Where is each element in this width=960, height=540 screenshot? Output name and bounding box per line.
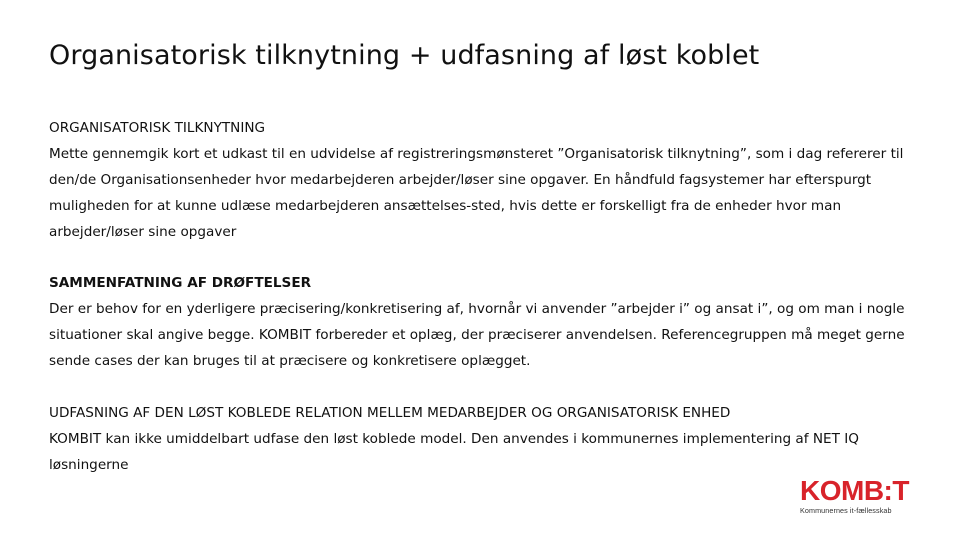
section-body: KOMBIT kan ikke umiddelbart udfase den løst koblede model. Den anvendes i kommunernes implementering af NET IQ løsningerne <box>49 431 859 473</box>
kombit-logo <box>800 476 924 520</box>
section-sammenfatning <box>49 270 911 374</box>
section-heading: ORGANISATORISK TILKNYTNING <box>49 120 266 136</box>
section-udfasning <box>49 400 911 478</box>
slide-title: Organisatorisk tilknytning + udfasning af løst koblet <box>49 40 760 71</box>
logo-wordmark: KOMB:T <box>800 475 909 506</box>
section-heading: UDFASNING AF DEN LØST KOBLEDE RELATION MELLEM MEDARBEJDER OG ORGANISATORISK ENHED <box>49 405 731 421</box>
section-heading: SAMMENFATNING AF DRØFTELSER <box>49 275 312 291</box>
logo-tagline: Kommunernes it-fællesskab <box>800 506 892 515</box>
section-organisatorisk-tilknytning <box>49 115 911 245</box>
section-body: Der er behov for en yderligere præcisering/konkretisering af, hvornår vi anvender ”arbejder i” og ansat i”, og om man i nogle situationer skal angive begge. KOMBIT forbereder et oplæg, der præciserer anvendelsen. Referencegruppen må meget gerne sende cases der kan bruges til at præcisere og konkretisere oplægget. <box>49 301 905 369</box>
section-body: Mette gennemgik kort et udkast til en udvidelse af registreringsmønsteret ”Organisatorisk tilknytning”, som i dag refererer til den/de Organisationsenheder hvor medarbejderen arbejder/løser sine opgaver. En håndfuld fagsystemer har efterspurgt muligheden for at kunne udlæse medarbejderen ansættelses-sted, hvis dette er forskelligt fra de enheder hvor man arbejder/løser sine opgaver <box>49 146 904 240</box>
